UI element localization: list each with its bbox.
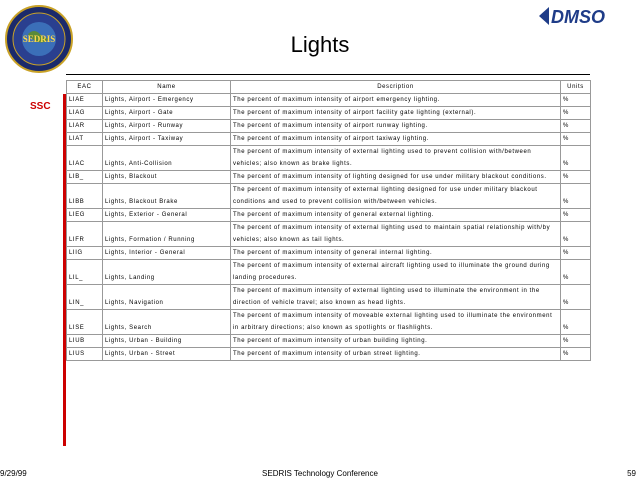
table-row (67, 209, 591, 222)
eac-cell: LIAT (67, 133, 103, 146)
description-cell: The percent of maximum intensity of urban building lighting. (231, 335, 561, 348)
eac-cell: LIL_ (67, 260, 103, 285)
name-cell: Lights, Airport - Taxiway (103, 133, 231, 146)
dmso-logo-text: DMSO (551, 7, 605, 27)
description-cell: The percent of maximum intensity of moveable external lighting used to illuminate the environment in arbitrary directions; also known as spotlights or flashlights. (231, 310, 561, 335)
footer-page-number: 59 (627, 469, 636, 478)
eac-cell: LIAE (67, 94, 103, 107)
name-cell: Lights, Landing (103, 260, 231, 285)
units-cell: % (561, 120, 591, 133)
sedris-logo-text: SEDRIS (22, 34, 56, 44)
description-cell: The percent of maximum intensity of external lighting used to prevent collision with/between vehicles; also known as brake lights. (231, 146, 561, 171)
name-cell: Lights, Exterior - General (103, 209, 231, 222)
units-cell: % (561, 335, 591, 348)
name-cell: Lights, Urban - Street (103, 348, 231, 361)
table-row (67, 222, 591, 247)
name-cell: Lights, Search (103, 310, 231, 335)
table-row (67, 260, 591, 285)
units-cell: % (561, 94, 591, 107)
eac-cell: LIAC (67, 146, 103, 171)
description-cell: The percent of maximum intensity of airport taxiway lighting. (231, 133, 561, 146)
table-row (67, 107, 591, 120)
table-row (67, 247, 591, 260)
description-cell: The percent of maximum intensity of general external lighting. (231, 209, 561, 222)
eac-cell: LIUS (67, 348, 103, 361)
name-cell: Lights, Airport - Gate (103, 107, 231, 120)
lights-table (66, 80, 591, 361)
table-row (67, 133, 591, 146)
eac-cell: LIEG (67, 209, 103, 222)
name-cell: Lights, Formation / Running (103, 222, 231, 247)
eac-cell: LIAR (67, 120, 103, 133)
units-cell: % (561, 146, 591, 171)
eac-cell: LIUB (67, 335, 103, 348)
table-row (67, 171, 591, 184)
units-cell: % (561, 247, 591, 260)
eac-cell: LIBB (67, 184, 103, 209)
description-cell: The percent of maximum intensity of general internal lighting. (231, 247, 561, 260)
footer-date: 9/29/99 (0, 469, 27, 478)
units-cell: % (561, 310, 591, 335)
table-row (67, 146, 591, 171)
description-cell: The percent of maximum intensity of lighting designed for use under military blackout conditions. (231, 171, 561, 184)
description-cell: The percent of maximum intensity of external aircraft lighting used to illuminate the ground during landing procedures. (231, 260, 561, 285)
column-header-units: Units (561, 81, 591, 94)
description-cell: The percent of maximum intensity of external lighting used to illuminate the environment in the direction of vehicle travel; also known as head lights. (231, 285, 561, 310)
units-cell: % (561, 184, 591, 209)
ssc-label: SSC (30, 101, 51, 112)
name-cell: Lights, Airport - Emergency (103, 94, 231, 107)
description-cell: The percent of maximum intensity of airport emergency lighting. (231, 94, 561, 107)
units-cell: % (561, 107, 591, 120)
units-cell: % (561, 209, 591, 222)
title-rule (66, 74, 590, 75)
name-cell: Lights, Navigation (103, 285, 231, 310)
description-cell: The percent of maximum intensity of urban street lighting. (231, 348, 561, 361)
table-row (67, 335, 591, 348)
name-cell: Lights, Blackout (103, 171, 231, 184)
eac-cell: LIB_ (67, 171, 103, 184)
eac-cell: LIN_ (67, 285, 103, 310)
eac-cell: LISE (67, 310, 103, 335)
units-cell: % (561, 260, 591, 285)
name-cell: Lights, Interior - General (103, 247, 231, 260)
column-header-name: Name (103, 81, 231, 94)
name-cell: Lights, Anti-Collision (103, 146, 231, 171)
description-cell: The percent of maximum intensity of external lighting designed for use under military blackout conditions and used to prevent collision with/between vehicles. (231, 184, 561, 209)
column-header-description: Description (231, 81, 561, 94)
eac-cell: LIFR (67, 222, 103, 247)
units-cell: % (561, 133, 591, 146)
eac-cell: LIIG (67, 247, 103, 260)
table-row (67, 94, 591, 107)
table-row (67, 120, 591, 133)
table-row (67, 285, 591, 310)
table-header-row (67, 81, 591, 94)
footer-conference: SEDRIS Technology Conference (262, 469, 378, 478)
name-cell: Lights, Blackout Brake (103, 184, 231, 209)
description-cell: The percent of maximum intensity of airport facility gate lighting (external). (231, 107, 561, 120)
table-row (67, 348, 591, 361)
name-cell: Lights, Urban - Building (103, 335, 231, 348)
units-cell: % (561, 222, 591, 247)
name-cell: Lights, Airport - Runway (103, 120, 231, 133)
dmso-logo (537, 5, 633, 27)
description-cell: The percent of maximum intensity of airport runway lighting. (231, 120, 561, 133)
page-title: Lights (290, 32, 350, 57)
units-cell: % (561, 348, 591, 361)
column-header-eac: EAC (67, 81, 103, 94)
units-cell: % (561, 171, 591, 184)
eac-cell: LIAG (67, 107, 103, 120)
table-row (67, 184, 591, 209)
table-row (67, 310, 591, 335)
units-cell: % (561, 285, 591, 310)
description-cell: The percent of maximum intensity of external lighting used to maintain spatial relationship with/by vehicles; also known as tail lights. (231, 222, 561, 247)
